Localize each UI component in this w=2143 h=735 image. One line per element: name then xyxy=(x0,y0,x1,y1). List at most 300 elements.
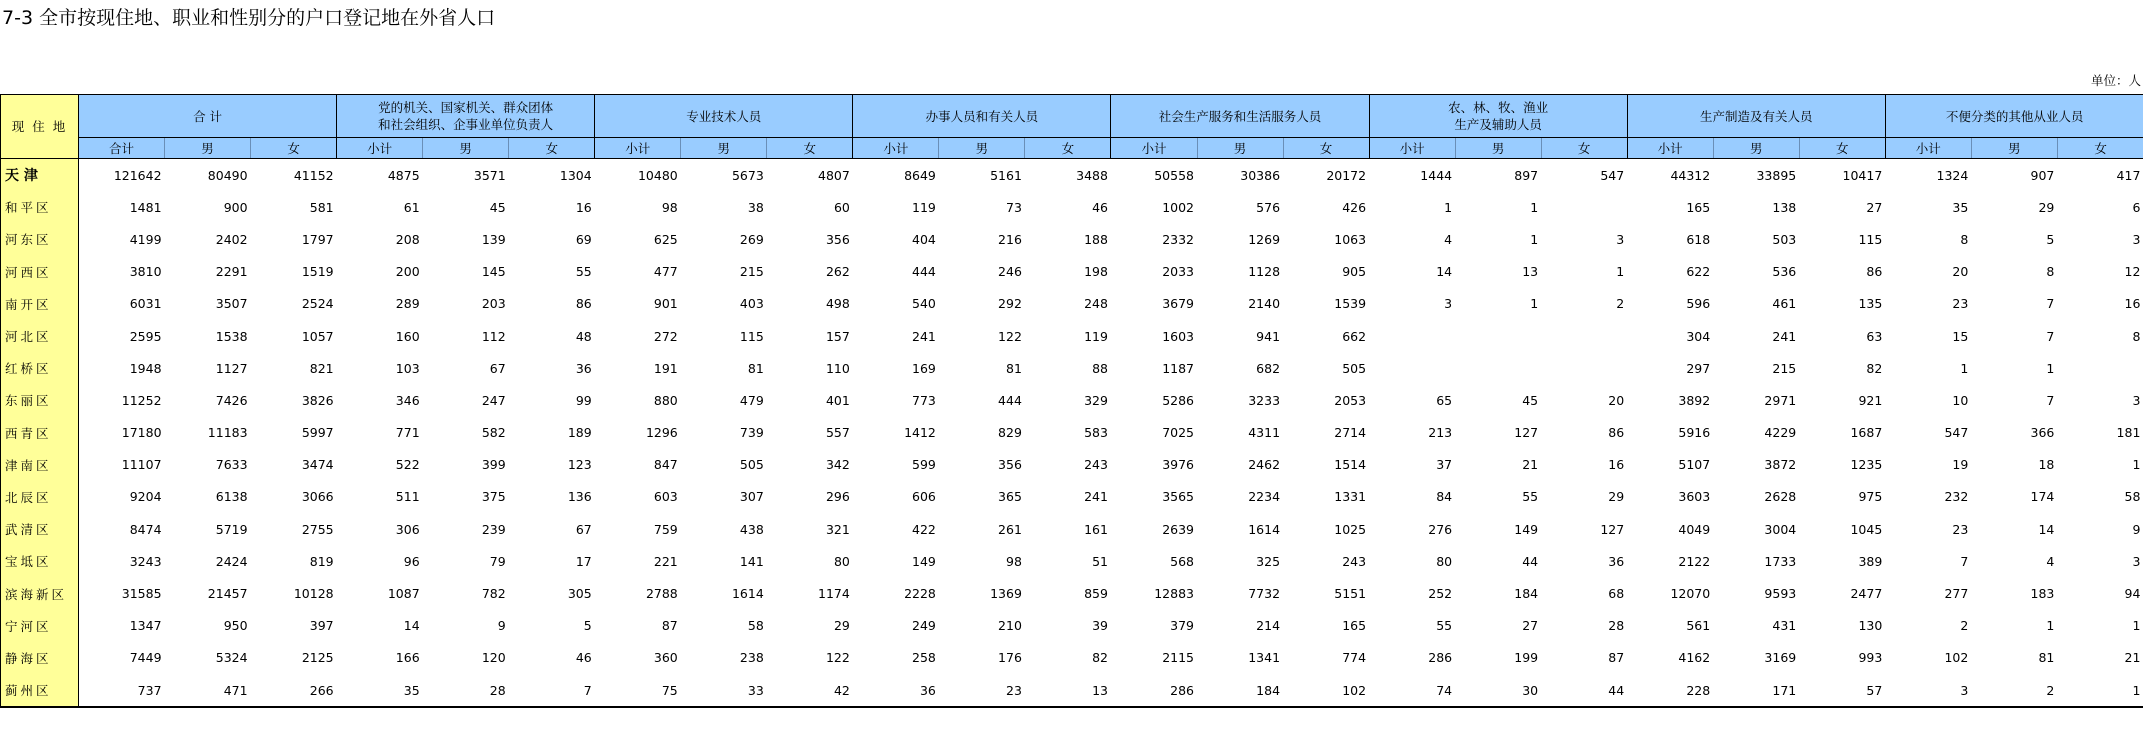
sub-column-header: 男 xyxy=(681,138,767,159)
sub-column-header: 女 xyxy=(2057,138,2143,159)
table-cell: 847 xyxy=(653,457,678,473)
table-cell: 61 xyxy=(403,199,420,215)
table-cell: 1603 xyxy=(1162,328,1194,344)
table-row xyxy=(1,159,2143,192)
table-cell: 272 xyxy=(653,328,678,344)
table-cell: 14 xyxy=(1436,264,1453,280)
table-cell: 7 xyxy=(2046,328,2055,344)
table-cell: 3872 xyxy=(1764,457,1797,473)
table-cell: 42 xyxy=(767,674,853,707)
table-row xyxy=(1,288,2143,320)
sub-column-header: 女 xyxy=(1541,138,1627,159)
table-cell: 241 xyxy=(912,328,936,344)
table-cell: 81 xyxy=(747,360,764,376)
table-cell xyxy=(1455,320,1541,352)
table-cell: 269 xyxy=(739,231,764,247)
table-cell: 1341 xyxy=(1248,650,1281,666)
row-label: 和平区 xyxy=(1,191,79,223)
table-cell: 2291 xyxy=(215,264,248,280)
table-cell: 12 xyxy=(2124,264,2141,280)
row-label: 东丽区 xyxy=(1,384,79,416)
table-cell: 1304 xyxy=(559,167,592,183)
table-cell: 184 xyxy=(1514,586,1539,602)
table-cell: 119 xyxy=(1084,328,1108,344)
table-cell: 901 xyxy=(653,296,678,312)
table-cell: 12883 xyxy=(1154,586,1194,602)
table-cell: 228 xyxy=(1627,674,1713,707)
table-row xyxy=(1,449,2143,481)
table-cell: 3004 xyxy=(1764,521,1797,537)
table-cell: 2234 xyxy=(1248,489,1281,505)
table-cell: 276 xyxy=(1428,521,1453,537)
table-cell: 10 xyxy=(1952,392,1969,408)
column-group-header xyxy=(595,95,853,138)
table-cell: 20 xyxy=(1608,392,1625,408)
table-cell: 79 xyxy=(489,553,506,569)
table-cell: 122 xyxy=(998,328,1022,344)
table-cell: 171 xyxy=(1713,674,1799,707)
table-cell: 505 xyxy=(739,457,764,473)
table-cell: 3 xyxy=(1616,231,1625,247)
table-cell: 2424 xyxy=(215,553,248,569)
table-cell: 203 xyxy=(481,296,506,312)
sub-column-header: 女 xyxy=(1025,138,1111,159)
table-cell: 975 xyxy=(1858,489,1883,505)
table-cell: 2140 xyxy=(1248,296,1281,312)
table-cell: 247 xyxy=(481,392,506,408)
table-cell: 511 xyxy=(395,489,420,505)
table-cell: 20172 xyxy=(1326,167,1367,183)
table-cell: 5997 xyxy=(301,425,334,441)
table-cell: 232 xyxy=(1944,489,1969,505)
table-cell: 241 xyxy=(1084,489,1108,505)
table-cell: 33895 xyxy=(1756,167,1797,183)
table-cell xyxy=(1369,320,1455,352)
table-cell: 921 xyxy=(1858,392,1883,408)
table-cell: 568 xyxy=(1170,553,1194,569)
table-cell: 7449 xyxy=(129,650,162,666)
table-cell: 110 xyxy=(825,360,850,376)
table-cell: 5719 xyxy=(215,521,248,537)
table-cell: 289 xyxy=(395,296,420,312)
table-cell: 96 xyxy=(403,553,420,569)
table-cell: 99 xyxy=(575,392,592,408)
table-cell: 57 xyxy=(1799,674,1885,707)
table-cell: 1347 xyxy=(129,618,162,634)
sub-column-header: 男 xyxy=(1971,138,2057,159)
table-cell: 342 xyxy=(825,457,850,473)
table-cell: 74 xyxy=(1369,674,1455,707)
table-cell: 286 xyxy=(1111,674,1197,707)
sub-column-header: 女 xyxy=(1283,138,1369,159)
table-cell: 31585 xyxy=(121,586,162,602)
table-cell: 46 xyxy=(575,650,592,666)
table-cell: 35 xyxy=(1952,199,1969,215)
table-cell: 547 xyxy=(1600,167,1625,183)
table-cell: 7025 xyxy=(1162,425,1194,441)
table-cell: 365 xyxy=(998,489,1022,505)
table-cell: 2714 xyxy=(1334,425,1367,441)
row-label: 宁河区 xyxy=(1,610,79,642)
table-cell: 84 xyxy=(1436,489,1453,505)
table-cell: 547 xyxy=(1944,425,1969,441)
table-cell: 1296 xyxy=(645,425,678,441)
table-cell: 258 xyxy=(912,650,936,666)
table-cell: 184 xyxy=(1197,674,1283,707)
table-cell: 68 xyxy=(1608,586,1625,602)
column-group-header xyxy=(1111,95,1369,138)
table-cell: 498 xyxy=(825,296,850,312)
table-cell: 115 xyxy=(1858,231,1883,247)
table-row xyxy=(1,577,2143,609)
column-group-header xyxy=(853,95,1111,138)
table-cell: 1087 xyxy=(387,586,420,602)
table-cell: 905 xyxy=(1342,264,1367,280)
row-label: 天 津 xyxy=(1,159,79,192)
table-cell: 6 xyxy=(2132,199,2141,215)
table-cell: 210 xyxy=(998,618,1022,634)
table-cell: 1063 xyxy=(1334,231,1367,247)
table-cell: 17180 xyxy=(121,425,162,441)
table-cell: 346 xyxy=(395,392,420,408)
table-cell: 149 xyxy=(912,553,936,569)
table-cell: 662 xyxy=(1342,328,1367,344)
table-row xyxy=(1,481,2143,513)
table-cell: 44 xyxy=(1522,553,1539,569)
table-cell: 215 xyxy=(1772,360,1797,376)
table-cell: 329 xyxy=(1084,392,1108,408)
table-cell: 58 xyxy=(747,618,764,634)
table-cell: 426 xyxy=(1342,199,1367,215)
table-cell: 375 xyxy=(481,489,506,505)
table-cell: 1538 xyxy=(215,328,248,344)
table-cell: 11183 xyxy=(207,425,248,441)
table-cell: 10480 xyxy=(637,167,678,183)
table-cell: 3 xyxy=(1444,296,1453,312)
table-cell: 14 xyxy=(2038,521,2055,537)
table-cell: 127 xyxy=(1514,425,1539,441)
table-cell: 3507 xyxy=(215,296,248,312)
table-cell: 5 xyxy=(2046,231,2055,247)
table-cell: 1187 xyxy=(1162,360,1194,376)
table-cell: 819 xyxy=(309,553,334,569)
table-cell: 1539 xyxy=(1334,296,1367,312)
table-cell: 4 xyxy=(1444,231,1453,247)
table-cell: 536 xyxy=(1772,264,1797,280)
column-group-header xyxy=(1369,95,1627,138)
table-cell: 356 xyxy=(998,457,1022,473)
table-cell: 1 xyxy=(1960,360,1969,376)
table-cell: 907 xyxy=(2030,167,2055,183)
table-cell: 7 xyxy=(2046,296,2055,312)
sub-column-header: 合计 xyxy=(79,138,165,159)
table-cell: 2595 xyxy=(129,328,162,344)
table-cell: 1331 xyxy=(1334,489,1367,505)
table-cell: 307 xyxy=(739,489,764,505)
table-cell: 23 xyxy=(1952,296,1969,312)
table-cell: 1269 xyxy=(1248,231,1281,247)
table-cell: 8 xyxy=(1960,231,1969,247)
table-cell: 73 xyxy=(1006,199,1022,215)
table-cell: 737 xyxy=(79,674,165,707)
table-cell: 1 xyxy=(1530,199,1539,215)
table-cell: 37 xyxy=(1436,457,1453,473)
table-cell: 3892 xyxy=(1678,392,1711,408)
table-row xyxy=(1,545,2143,577)
table-cell xyxy=(2057,352,2143,384)
table-cell: 431 xyxy=(1772,618,1797,634)
table-cell: 773 xyxy=(912,392,936,408)
table-cell: 9 xyxy=(2132,521,2141,537)
table-cell: 102 xyxy=(1283,674,1369,707)
table-cell: 23 xyxy=(939,674,1025,707)
table-cell: 2402 xyxy=(215,231,248,247)
table-cell: 1444 xyxy=(1420,167,1453,183)
table-cell: 81 xyxy=(1006,360,1022,376)
table-cell: 120 xyxy=(481,650,506,666)
table-cell: 2053 xyxy=(1334,392,1367,408)
table-cell: 829 xyxy=(998,425,1022,441)
table-cell: 3826 xyxy=(301,392,334,408)
table-cell: 2 xyxy=(1616,296,1625,312)
table-row xyxy=(1,513,2143,545)
table-cell: 112 xyxy=(481,328,506,344)
row-label: 武清区 xyxy=(1,513,79,545)
table-cell: 130 xyxy=(1858,618,1883,634)
table-cell: 941 xyxy=(1256,328,1281,344)
table-cell: 993 xyxy=(1858,650,1883,666)
table-cell: 8 xyxy=(2132,328,2141,344)
table-cell: 55 xyxy=(1522,489,1539,505)
table-cell: 897 xyxy=(1514,167,1539,183)
table-cell: 13 xyxy=(1522,264,1539,280)
group-header-line1: 不便分类的其他从业人员 xyxy=(1945,108,2084,124)
table-cell: 582 xyxy=(481,425,506,441)
table-cell: 2033 xyxy=(1162,264,1194,280)
sub-column-header: 小计 xyxy=(1885,138,1971,159)
table-cell: 739 xyxy=(739,425,764,441)
sub-column-header: 男 xyxy=(939,138,1025,159)
table-cell: 561 xyxy=(1686,618,1711,634)
table-cell: 1519 xyxy=(301,264,334,280)
table-cell: 35 xyxy=(337,674,423,707)
table-cell: 198 xyxy=(1084,264,1108,280)
table-cell: 214 xyxy=(1256,618,1281,634)
row-label: 河西区 xyxy=(1,256,79,288)
table-cell: 7426 xyxy=(215,392,248,408)
table-cell: 88 xyxy=(1092,360,1108,376)
table-row xyxy=(1,417,2143,449)
table-cell: 48 xyxy=(575,328,592,344)
table-cell: 522 xyxy=(395,457,420,473)
table-cell: 5286 xyxy=(1162,392,1194,408)
table-cell: 87 xyxy=(1608,650,1625,666)
table-cell: 28 xyxy=(423,674,509,707)
table-cell: 399 xyxy=(481,457,506,473)
table-cell: 596 xyxy=(1686,296,1711,312)
sub-column-header: 小计 xyxy=(337,138,423,159)
column-group-header xyxy=(1627,95,1885,138)
table-cell: 5161 xyxy=(990,167,1022,183)
table-cell: 286 xyxy=(1428,650,1453,666)
table-cell: 21 xyxy=(2124,650,2141,666)
table-cell: 759 xyxy=(653,521,678,537)
table-cell: 166 xyxy=(395,650,420,666)
column-group-header xyxy=(337,95,595,138)
row-label: 河北区 xyxy=(1,320,79,352)
sub-column-header: 小计 xyxy=(595,138,681,159)
table-cell: 121642 xyxy=(113,167,162,183)
table-cell: 3474 xyxy=(301,457,334,473)
row-header-label: 现 住 地 xyxy=(1,95,79,159)
row-label: 宝坻区 xyxy=(1,545,79,577)
table-cell: 115 xyxy=(739,328,764,344)
table-cell: 119 xyxy=(912,199,936,215)
table-cell: 45 xyxy=(489,199,506,215)
table-cell: 4875 xyxy=(387,167,420,183)
table-cell: 1 xyxy=(2132,457,2141,473)
table-cell: 401 xyxy=(825,392,850,408)
sub-column-header: 男 xyxy=(423,138,509,159)
group-header-line1: 合 计 xyxy=(193,108,223,124)
sub-column-header: 女 xyxy=(1799,138,1885,159)
table-cell: 1733 xyxy=(1764,553,1797,569)
sub-column-header: 男 xyxy=(1713,138,1799,159)
group-header-line1: 生产制造及有关人员 xyxy=(1699,108,1813,124)
table-cell: 3679 xyxy=(1162,296,1194,312)
table-cell: 122 xyxy=(825,650,850,666)
table-cell: 208 xyxy=(395,231,420,247)
table-cell: 2788 xyxy=(645,586,678,602)
table-cell: 10128 xyxy=(293,586,334,602)
table-cell: 4311 xyxy=(1248,425,1281,441)
group-header-line1: 专业技术人员 xyxy=(686,108,762,124)
table-cell: 557 xyxy=(825,425,850,441)
table-cell: 169 xyxy=(912,360,936,376)
table-cell: 161 xyxy=(1084,521,1108,537)
table-cell: 29 xyxy=(1608,489,1625,505)
table-cell: 1127 xyxy=(215,360,248,376)
table-cell: 16 xyxy=(2124,296,2141,312)
group-header-line1: 党的机关、国家机关、群众团体 xyxy=(378,100,554,115)
table-cell: 1 xyxy=(2057,674,2143,707)
table-cell: 292 xyxy=(998,296,1022,312)
table-cell: 213 xyxy=(1428,425,1453,441)
table-cell: 75 xyxy=(595,674,681,707)
table-cell: 94 xyxy=(2124,586,2141,602)
row-label: 红桥区 xyxy=(1,352,79,384)
table-cell: 277 xyxy=(1944,586,1969,602)
table-cell: 5151 xyxy=(1334,586,1367,602)
table-cell: 4199 xyxy=(129,231,162,247)
table-cell: 252 xyxy=(1428,586,1453,602)
table-row xyxy=(1,610,2143,642)
table-cell: 625 xyxy=(653,231,678,247)
table-cell: 321 xyxy=(825,521,850,537)
table-cell: 21 xyxy=(1522,457,1539,473)
table-cell: 1 xyxy=(1530,296,1539,312)
table-cell: 422 xyxy=(912,521,936,537)
table-cell: 581 xyxy=(309,199,334,215)
table-cell: 505 xyxy=(1342,360,1367,376)
sub-column-header: 小计 xyxy=(853,138,939,159)
table-cell: 3066 xyxy=(301,489,334,505)
table-cell: 1948 xyxy=(129,360,162,376)
table-cell: 266 xyxy=(251,674,337,707)
sub-column-header: 女 xyxy=(509,138,595,159)
table-cell: 859 xyxy=(1084,586,1108,602)
table-cell: 618 xyxy=(1686,231,1711,247)
table-cell: 60 xyxy=(833,199,850,215)
table-cell: 138 xyxy=(1772,199,1797,215)
table-cell: 4 xyxy=(2046,553,2055,569)
table-cell: 5107 xyxy=(1678,457,1711,473)
table-cell: 3603 xyxy=(1678,489,1711,505)
table-cell: 774 xyxy=(1342,650,1367,666)
row-label: 蓟州区 xyxy=(1,674,79,707)
table-cell: 880 xyxy=(653,392,678,408)
sub-column-header: 小计 xyxy=(1369,138,1455,159)
table-cell: 27 xyxy=(1522,618,1539,634)
table-cell: 3488 xyxy=(1076,167,1108,183)
table-cell: 215 xyxy=(739,264,764,280)
group-header-line1: 社会生产服务和生活服务人员 xyxy=(1158,108,1322,124)
table-cell: 503 xyxy=(1772,231,1797,247)
table-cell: 6031 xyxy=(129,296,162,312)
row-label: 南开区 xyxy=(1,288,79,320)
table-cell: 5673 xyxy=(731,167,764,183)
table-cell: 305 xyxy=(567,586,592,602)
table-cell: 15 xyxy=(1952,328,1969,344)
table-cell: 80490 xyxy=(207,167,248,183)
table-cell: 44 xyxy=(1541,674,1627,707)
table-cell: 3565 xyxy=(1162,489,1194,505)
table-cell: 2122 xyxy=(1678,553,1711,569)
table-cell: 30386 xyxy=(1240,167,1281,183)
table-cell: 2628 xyxy=(1764,489,1797,505)
table-row xyxy=(1,223,2143,255)
table-row xyxy=(1,256,2143,288)
sub-column-header: 小计 xyxy=(1627,138,1713,159)
table-cell: 1057 xyxy=(301,328,334,344)
column-group-header xyxy=(79,95,337,138)
page-title: 7-3 全市按现住地、职业和性别分的户口登记地在外省人口 xyxy=(2,7,496,29)
group-header-line2: 和社会组织、企事业单位负责人 xyxy=(378,117,554,132)
table-cell: 36 xyxy=(1608,553,1625,569)
table-cell: 188 xyxy=(1084,231,1108,247)
table-cell: 87 xyxy=(661,618,678,634)
table-cell: 4162 xyxy=(1678,650,1711,666)
table-cell: 1614 xyxy=(1248,521,1281,537)
table-cell: 379 xyxy=(1170,618,1194,634)
table-cell: 438 xyxy=(739,521,764,537)
table-cell: 3243 xyxy=(129,553,162,569)
table-cell: 3976 xyxy=(1162,457,1194,473)
table-cell: 243 xyxy=(1342,553,1367,569)
sub-column-header: 小计 xyxy=(1111,138,1197,159)
table-cell: 29 xyxy=(2038,199,2055,215)
table-cell: 306 xyxy=(395,521,420,537)
table-cell: 82 xyxy=(1866,360,1883,376)
sub-column-header: 女 xyxy=(767,138,853,159)
table-cell: 7 xyxy=(2046,392,2055,408)
table-cell: 181 xyxy=(2116,425,2141,441)
table-cell: 80 xyxy=(1436,553,1453,569)
table-cell: 6138 xyxy=(215,489,248,505)
table-cell: 950 xyxy=(223,618,248,634)
sub-column-header: 男 xyxy=(165,138,251,159)
table-cell: 360 xyxy=(653,650,678,666)
